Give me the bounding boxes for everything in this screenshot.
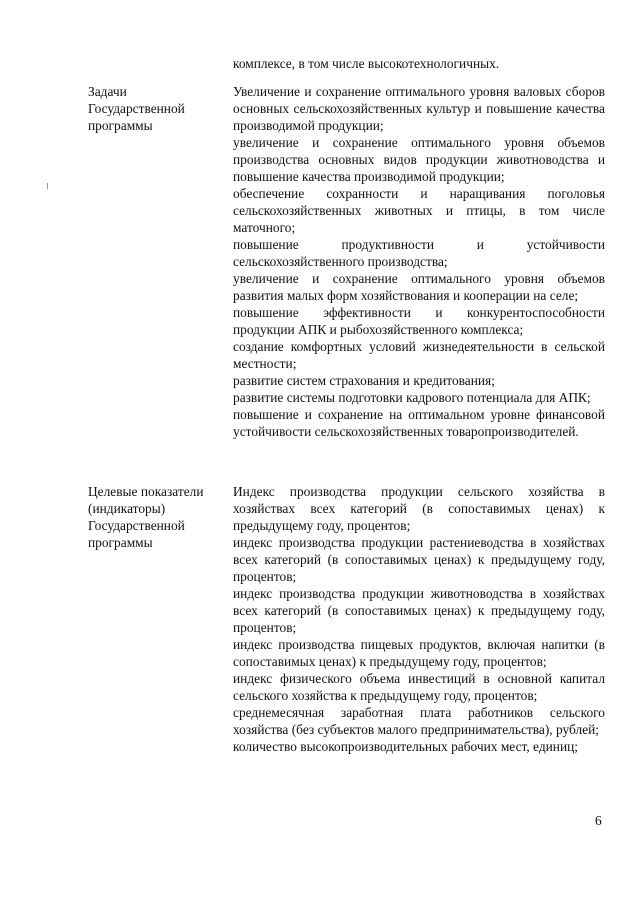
task-item: повышение и сохранение на оптимальном уровне финансовой устойчивости сельскохозяйственных товаропроизводителей. [233,407,605,439]
target-item: количество высокопроизводительных рабочих мест, единиц; [233,739,579,754]
task-item: создание комфортных условий жизнедеятельности в сельской местности; [233,339,605,371]
target-item: индекс физического объема инвестиций в основной капитал сельского хозяйства к предыдущему году, процентов; [233,671,605,703]
task-item: увеличение и сохранение оптимального уровня объемов производства основных видов продукции животноводства и повышение качества производимой продукции; [233,135,605,184]
tasks-label: Задачи Государственной программы [88,84,185,133]
task-item: повышение эффективности и конкурентоспособности продукции АПК и рыбохозяйственного комплекса; [233,305,605,337]
target-item: индекс производства продукции животноводства в хозяйствах всех категорий (в сопоставимых ценах) к предыдущему году, процентов; [233,586,605,635]
task-item: Увеличение и сохранение оптимального уровня валовых сборов основных сельскохозяйственных культур и повышение качества производимой продукции; [233,84,605,133]
task-item: обеспечение сохранности и наращивания поголовья сельскохозяйственных животных и птицы, в том числе маточного; [233,186,605,235]
page-number: 6 [595,813,602,828]
task-item: повышение продуктивности и устойчивости сельскохозяйственного производства; [233,237,605,269]
task-item: развитие систем страхования и кредитования; [233,373,495,388]
target-item: индекс производства пищевых продуктов, включая напитки (в сопоставимых ценах) к предыдущему году, процентов; [233,637,605,669]
scan-artifact [47,183,48,189]
continuation-text: комплексе, в том числе высокотехнологичных. [233,56,500,71]
target-item: среднемесячная заработная плата работников сельского хозяйства (без субъектов малого предпринимательства), рублей; [233,705,605,737]
task-item: увеличение и сохранение оптимального уровня объемов развития малых форм хозяйствования и кооперации на селе; [233,271,605,303]
task-item: развитие системы подготовки кадрового потенциала для АПК; [233,390,591,405]
target-item: Индекс производства продукции сельского хозяйства в хозяйствах всех категорий (в сопоставимых ценах) к предыдущему году, процентов; [233,484,605,533]
tasks-list [233,83,605,440]
targets-label: Целевые показатели (индикаторы) Государственной программы [88,484,204,550]
targets-list [233,483,605,755]
target-item: индекс производства продукции растениеводства в хозяйствах всех категорий (в сопоставимых ценах) к предыдущему году, процентов; [233,535,605,584]
